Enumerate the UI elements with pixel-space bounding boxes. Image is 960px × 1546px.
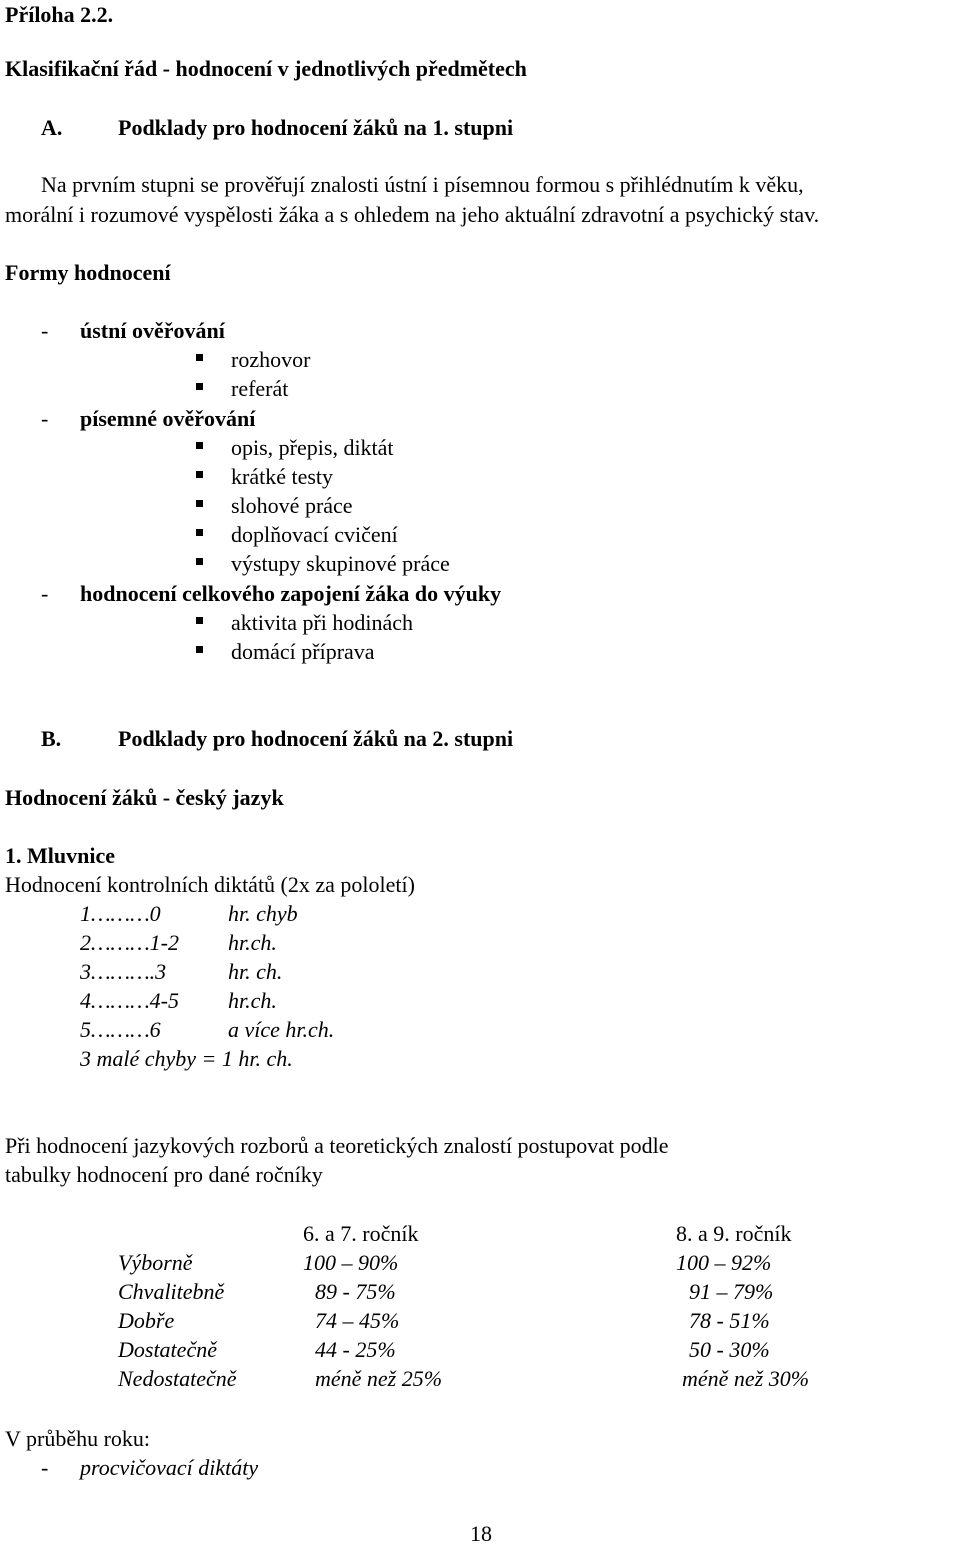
- group-dash: -: [41, 318, 49, 343]
- section-a-letter: A.: [41, 115, 63, 140]
- bullet-icon: [196, 471, 203, 478]
- list-item: krátké testy: [231, 464, 334, 489]
- table-value-6-7: 100 – 90%: [303, 1250, 399, 1275]
- dictation-errors: hr.ch.: [228, 930, 277, 955]
- dictation-note: 3 malé chyby = 1 hr. ch.: [80, 1046, 293, 1071]
- table-value-8-9: 91 – 79%: [689, 1279, 774, 1304]
- bullet-icon: [196, 558, 203, 565]
- subject-heading: Hodnocení žáků - český jazyk: [5, 785, 284, 810]
- dictation-errors: hr. chyb: [228, 901, 298, 926]
- list-item: opis, přepis, diktát: [231, 435, 394, 460]
- dictation-errors: a více hr.ch.: [228, 1017, 335, 1042]
- year-item-dash: -: [41, 1455, 49, 1480]
- year-item: procvičovací diktáty: [80, 1455, 259, 1480]
- section-a-paragraph-line2: morální i rozumové vyspělosti žáka a s ohledem na jeho aktuální zdravotní a psychický stav.: [5, 202, 820, 227]
- table-value-8-9: méně než 30%: [682, 1366, 810, 1391]
- table-grade: Dobře: [118, 1308, 175, 1333]
- bullet-icon: [196, 529, 203, 536]
- bullet-icon: [196, 646, 203, 653]
- table-grade: Dostatečně: [118, 1337, 217, 1362]
- analysis-line2: tabulky hodnocení pro dané ročníky: [5, 1162, 323, 1187]
- table-grade: Nedostatečně: [118, 1366, 237, 1391]
- table-header-8-9: 8. a 9. ročník: [676, 1221, 792, 1246]
- list-item: rozhovor: [231, 347, 311, 372]
- table-value-8-9: 50 - 30%: [689, 1337, 770, 1362]
- group-dash: -: [41, 406, 49, 431]
- year-heading: V průběhu roku:: [5, 1426, 151, 1451]
- dictation-errors: hr. ch.: [228, 959, 283, 984]
- list-item: referát: [231, 376, 289, 401]
- forms-heading: Formy hodnocení: [5, 260, 171, 285]
- section-a-paragraph-line1: Na prvním stupni se prověřují znalosti ústní i písemnou formou s přihlédnutím k věku,: [41, 172, 804, 197]
- table-value-6-7: 74 – 45%: [315, 1308, 400, 1333]
- main-title: Klasifikační řád - hodnocení v jednotlivých předmětech: [5, 56, 527, 81]
- group-dash: -: [41, 581, 49, 606]
- table-value-8-9: 100 – 92%: [676, 1250, 772, 1275]
- list-item: domácí příprava: [231, 639, 375, 664]
- dictation-grade: 5………6: [80, 1017, 161, 1042]
- table-value-6-7: 44 - 25%: [315, 1337, 396, 1362]
- bullet-icon: [196, 354, 203, 361]
- grammar-heading: 1. Mluvnice: [5, 843, 115, 868]
- page-number: 18: [470, 1521, 492, 1546]
- bullet-icon: [196, 617, 203, 624]
- list-item: aktivita při hodinách: [231, 610, 414, 635]
- attachment-label: Příloha 2.2.: [5, 2, 114, 27]
- table-grade: Výborně: [118, 1250, 193, 1275]
- bullet-icon: [196, 500, 203, 507]
- dictation-grade: 4………4-5: [80, 988, 180, 1013]
- section-b-title: Podklady pro hodnocení žáků na 2. stupni: [118, 726, 514, 751]
- group-title-written: písemné ověřování: [80, 406, 256, 431]
- list-item: výstupy skupinové práce: [231, 551, 450, 576]
- table-value-8-9: 78 - 51%: [689, 1308, 770, 1333]
- group-title-oral: ústní ověřování: [80, 318, 225, 343]
- table-grade: Chvalitebně: [118, 1279, 225, 1304]
- list-item: slohové práce: [231, 493, 353, 518]
- table-value-6-7: 89 - 75%: [315, 1279, 396, 1304]
- dictation-grade: 1………0: [80, 901, 161, 926]
- group-title-engagement: hodnocení celkového zapojení žáka do výuky: [80, 581, 502, 606]
- bullet-icon: [196, 383, 203, 390]
- dictation-grade: 2………1-2: [80, 930, 180, 955]
- dictation-heading: Hodnocení kontrolních diktátů (2x za pololetí): [5, 872, 415, 897]
- section-b-letter: B.: [41, 726, 62, 751]
- bullet-icon: [196, 442, 203, 449]
- dictation-grade: 3……….3: [80, 959, 167, 984]
- table-value-6-7: méně než 25%: [315, 1366, 443, 1391]
- section-a-title: Podklady pro hodnocení žáků na 1. stupni: [118, 115, 514, 140]
- dictation-errors: hr.ch.: [228, 988, 277, 1013]
- table-header-6-7: 6. a 7. ročník: [303, 1221, 419, 1246]
- analysis-line1: Při hodnocení jazykových rozborů a teoretických znalostí postupovat podle: [5, 1133, 669, 1158]
- list-item: doplňovací cvičení: [231, 522, 398, 547]
